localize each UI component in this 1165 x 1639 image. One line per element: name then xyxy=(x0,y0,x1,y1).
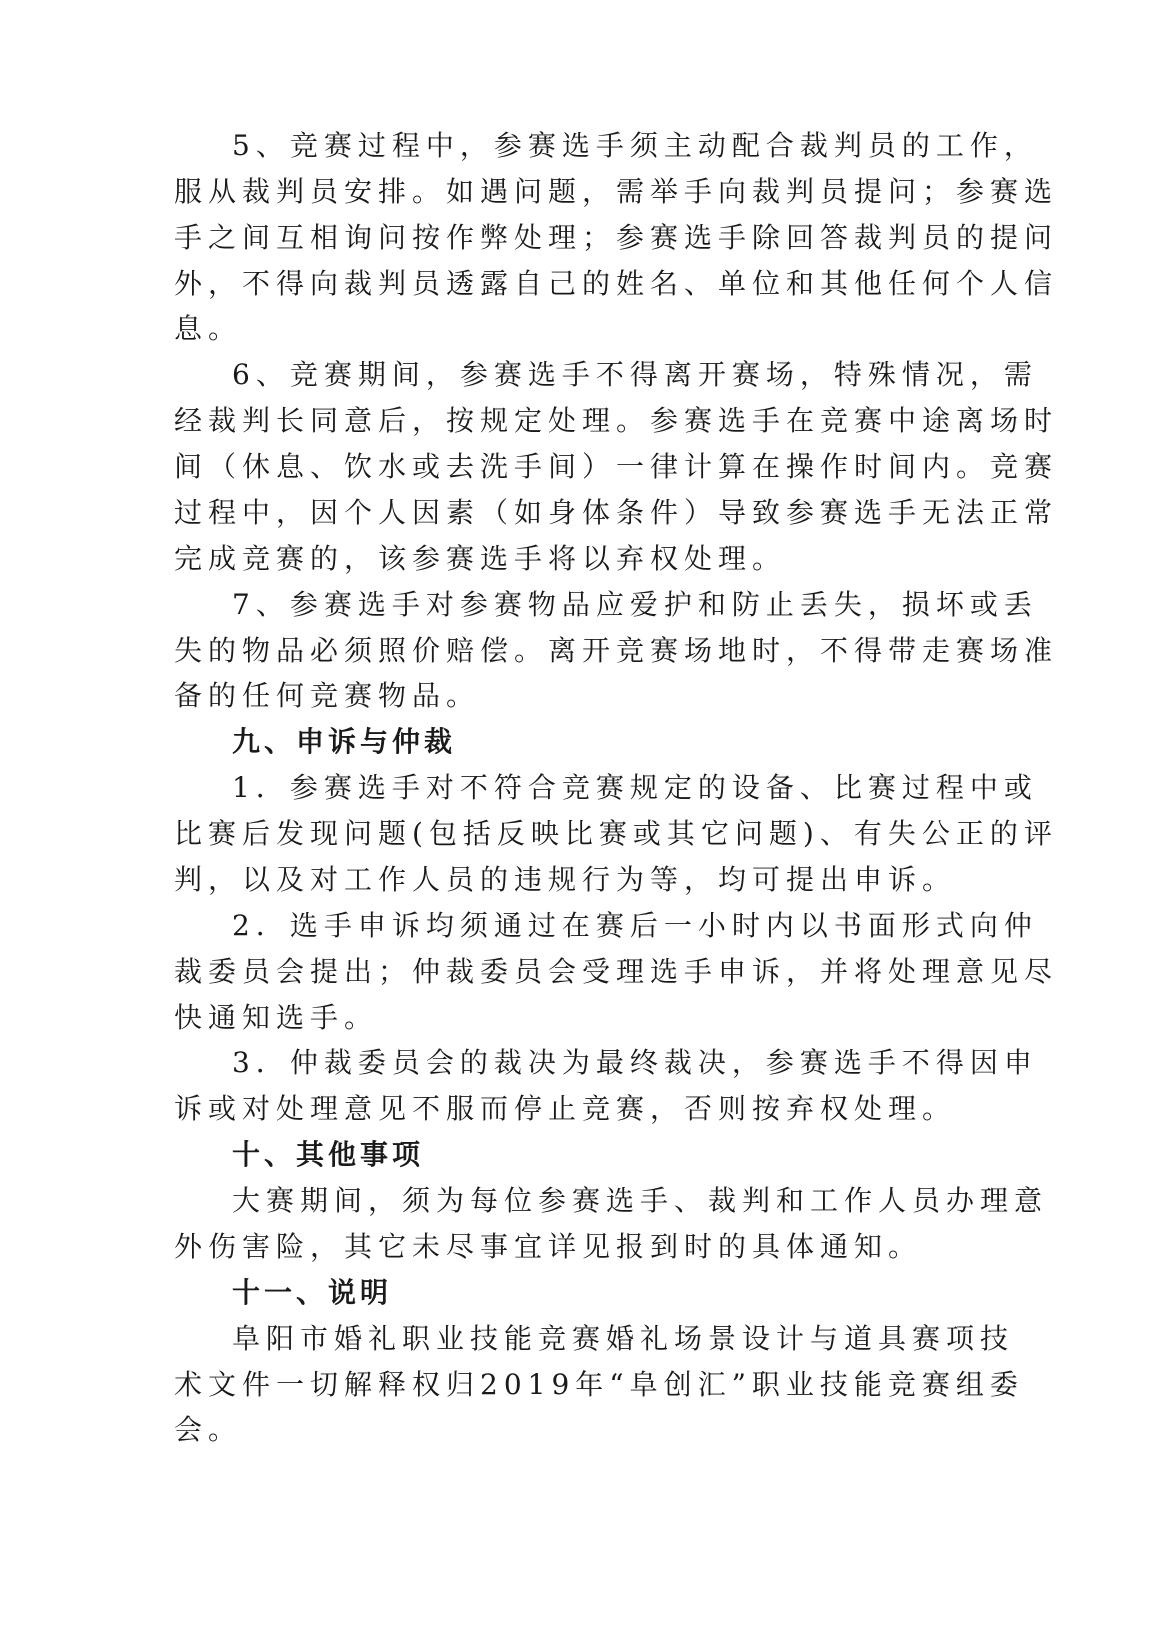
paragraph-line: 间（休息、饮水或去洗手间）一律计算在操作时间内。竞赛 xyxy=(174,450,1059,483)
paragraph-line: 会。 xyxy=(174,1413,243,1446)
paragraph-line: 判，以及对工作人员的违规行为等，均可提出申诉。 xyxy=(174,863,957,896)
section-heading: 九、申诉与仲裁 xyxy=(232,725,457,758)
paragraph-line: 外伤害险，其它未尽事宜详见报到时的具体通知。 xyxy=(174,1230,923,1263)
paragraph-line: 服从裁判员安排。如遇问题，需举手向裁判员提问；参赛选 xyxy=(174,175,1059,208)
paragraph-line: 2．选手申诉均须通过在赛后一小时内以书面形式向仲 xyxy=(232,909,1038,942)
paragraph-line: 失的物品必须照价赔偿。离开竞赛场地时，不得带走赛场准 xyxy=(174,634,1059,667)
paragraph-line: 备的任何竞赛物品。 xyxy=(174,679,481,712)
paragraph-line: 息。 xyxy=(174,312,243,345)
paragraph-line: 比赛后发现问题(包括反映比赛或其它问题)、有失公正的评 xyxy=(174,817,1058,850)
paragraph-line: 5、竞赛过程中，参赛选手须主动配合裁判员的工作， xyxy=(232,129,1038,162)
paragraph-line: 诉或对处理意见不服而停止竞赛，否则按弃权处理。 xyxy=(174,1092,957,1125)
paragraph-line: 阜阳市婚礼职业技能竞赛婚礼场景设计与道具赛项技 xyxy=(232,1322,1015,1355)
paragraph-line: 7、参赛选手对参赛物品应爱护和防止丢失，损坏或丢 xyxy=(232,588,1038,621)
paragraph-line: 完成竞赛的，该参赛选手将以弃权处理。 xyxy=(174,542,787,575)
paragraph-line: 快通知选手。 xyxy=(174,1001,379,1034)
paragraph-line: 1．参赛选手对不符合竞赛规定的设备、比赛过程中或 xyxy=(232,771,1038,804)
paragraph-line: 6、竞赛期间，参赛选手不得离开赛场，特殊情况，需 xyxy=(232,358,1038,391)
section-heading: 十一、说明 xyxy=(232,1276,393,1309)
paragraph-line: 手之间互相询问按作弊处理；参赛选手除回答裁判员的提问 xyxy=(174,221,1059,254)
paragraph-line: 3．仲裁委员会的裁决为最终裁决，参赛选手不得因申 xyxy=(232,1046,1038,1079)
section-heading: 十、其他事项 xyxy=(232,1138,425,1171)
paragraph-line: 裁委员会提出；仲裁委员会受理选手申诉，并将处理意见尽 xyxy=(174,955,1059,988)
paragraph-line: 术文件一切解释权归2019年“阜创汇”职业技能竞赛组委 xyxy=(174,1368,1024,1401)
paragraph-line: 外，不得向裁判员透露自己的姓名、单位和其他任何个人信 xyxy=(174,267,1059,300)
paragraph-line: 过程中，因个人因素（如身体条件）导致参赛选手无法正常 xyxy=(174,496,1059,529)
paragraph-line: 大赛期间，须为每位参赛选手、裁判和工作人员办理意 xyxy=(232,1184,1049,1217)
paragraph-line: 经裁判长同意后，按规定处理。参赛选手在竞赛中途离场时 xyxy=(174,404,1059,437)
